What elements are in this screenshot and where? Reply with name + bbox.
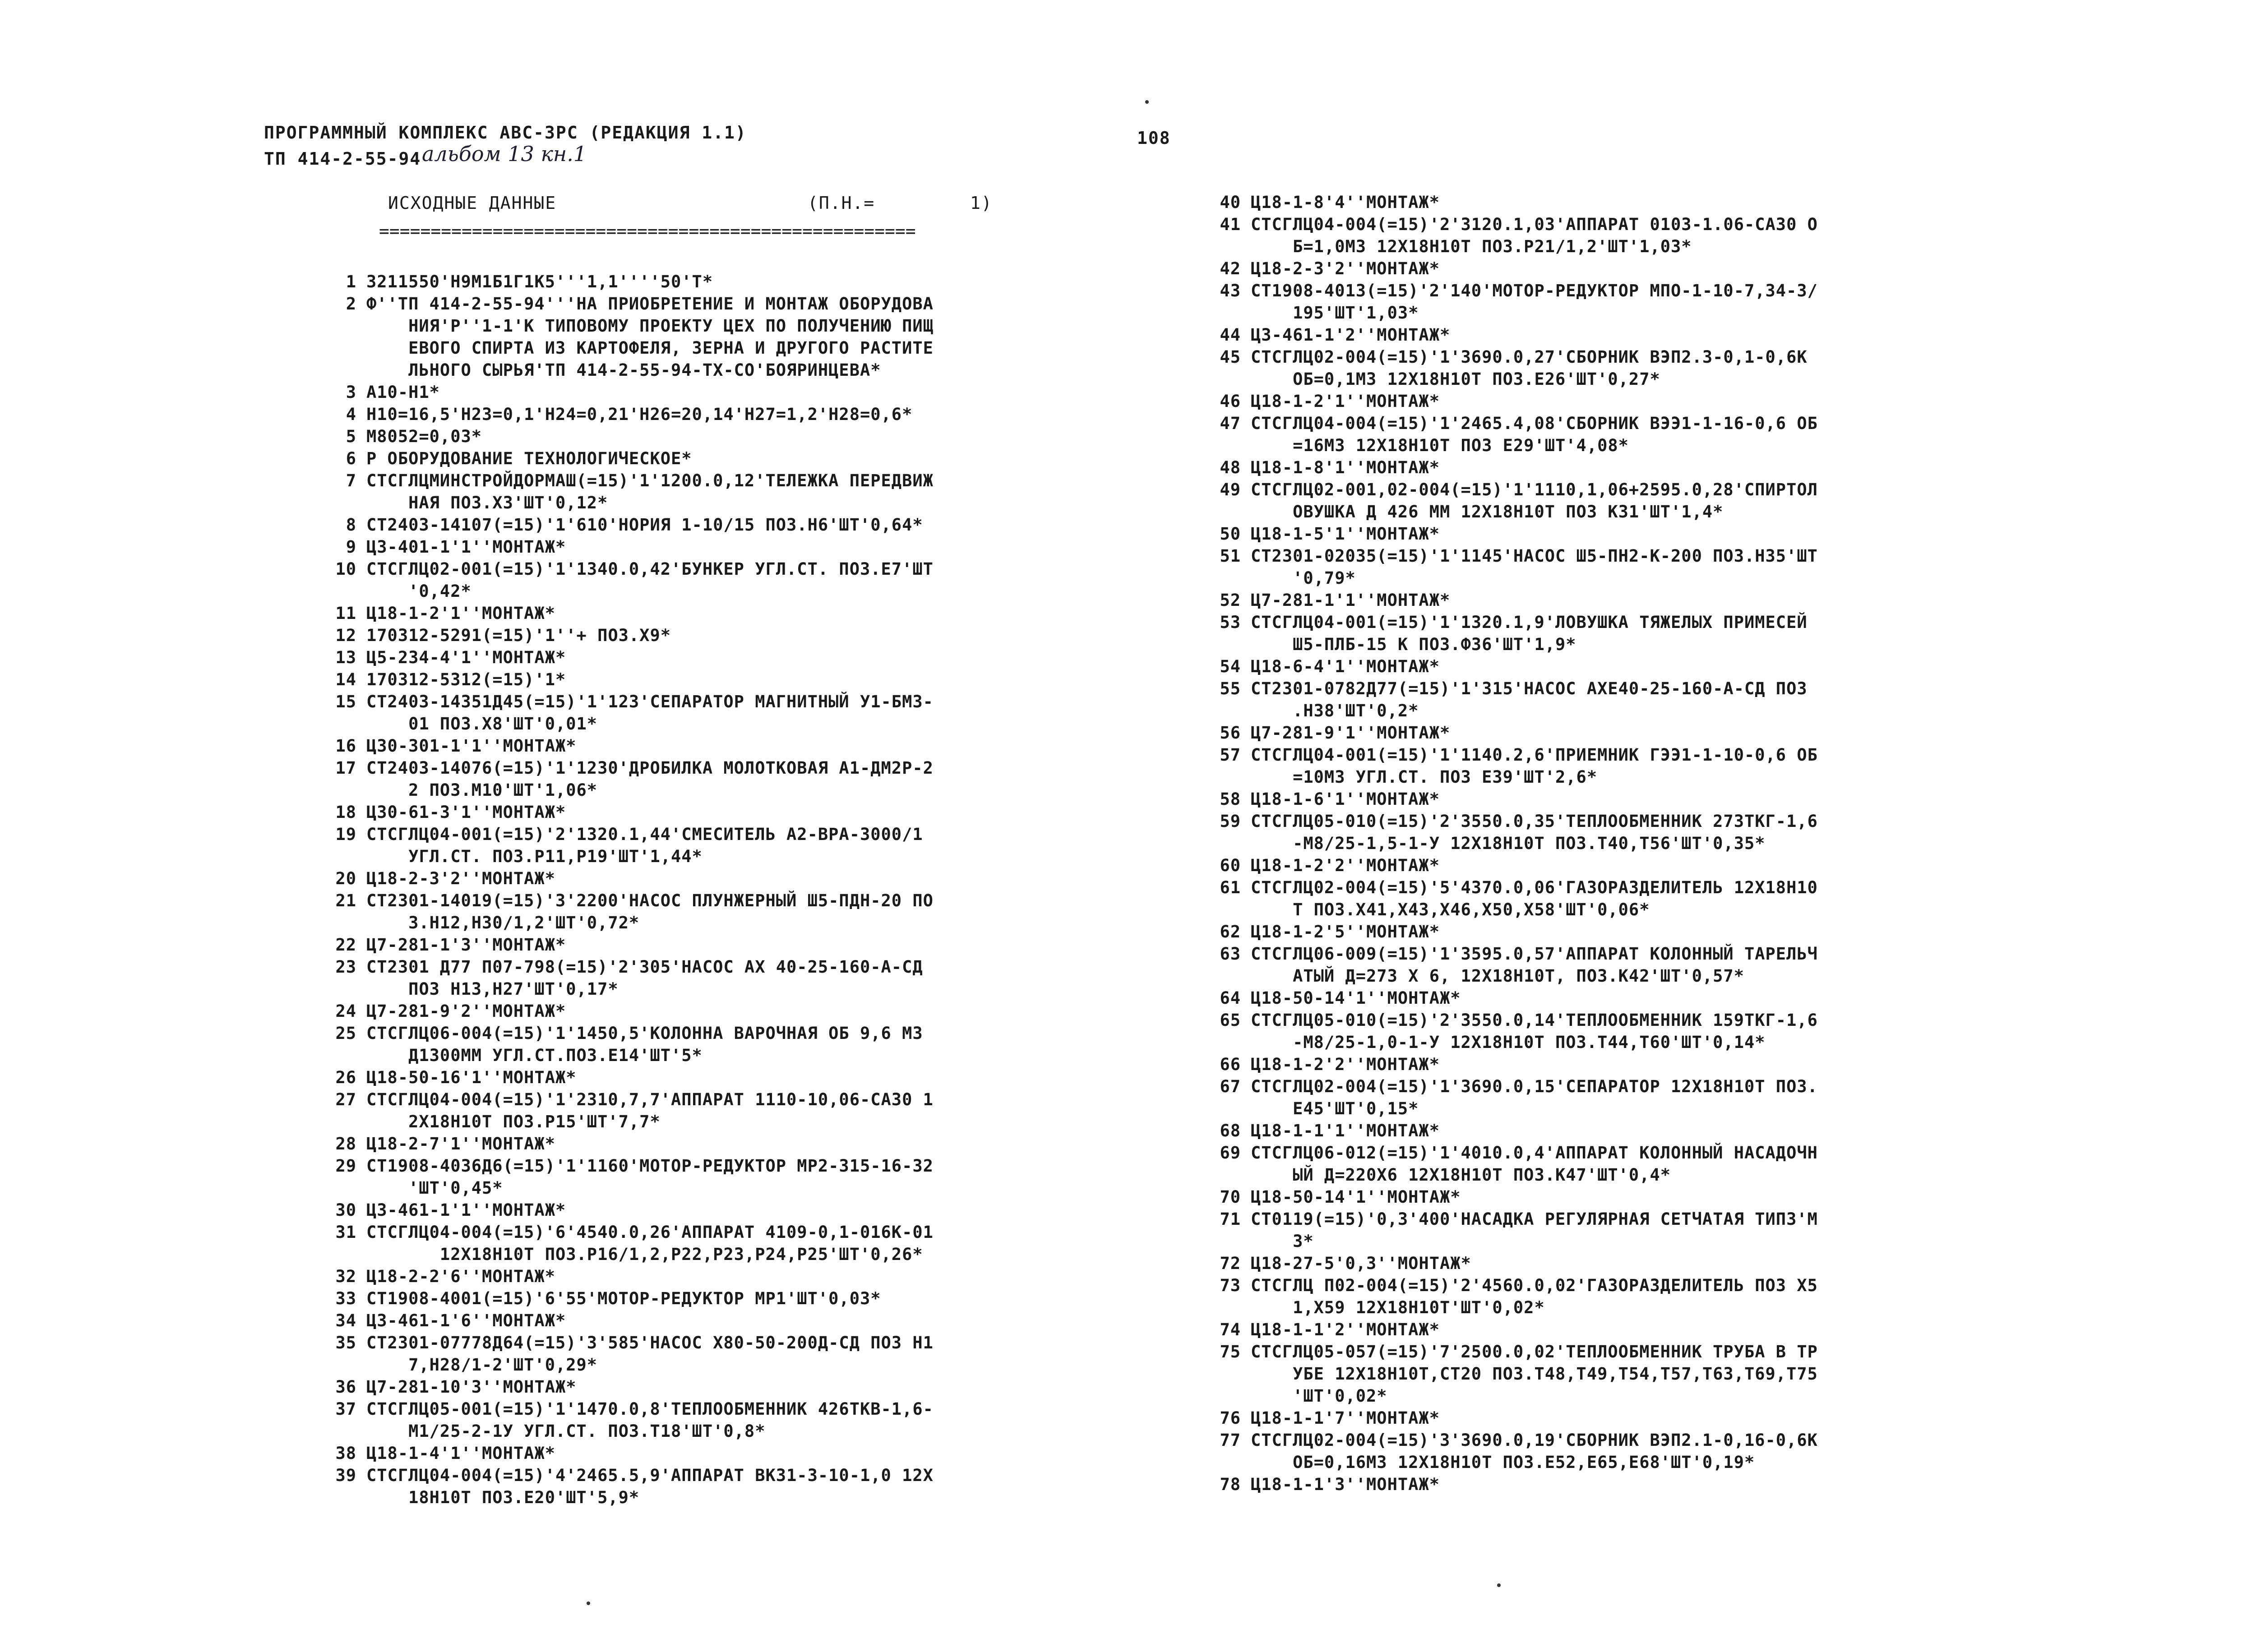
- entry-number: 70: [1220, 1187, 1241, 1207]
- entry-text: Ц18-1-2'1''МОНТАЖ*: [1251, 392, 1440, 411]
- entry-number: 25: [335, 1024, 356, 1043]
- scan-speck: [1497, 1583, 1501, 1587]
- entry-text: Ц18-1-2'5''МОНТАЖ*: [1251, 922, 1440, 941]
- entry-row: [1200, 788, 1818, 810]
- entry-row: [316, 801, 934, 823]
- entry-row: [1200, 1120, 1818, 1142]
- entry-row: [1200, 921, 1818, 943]
- entry-number: 72: [1220, 1254, 1241, 1273]
- entry-row: [1200, 854, 1818, 877]
- entry-row: [1200, 324, 1818, 346]
- entry-row: [1200, 744, 1818, 788]
- handwritten-album-note: альбом 13 кн.1: [422, 142, 587, 166]
- entry-number: 71: [1220, 1209, 1241, 1229]
- entry-text: СТ2403-14076(=15)'1'1230'ДРОБИЛКА МОЛОТКОВАЯ А1-ДМ2Р-2 2 ПОЗ.М10'ШТ'1,06*: [366, 758, 934, 800]
- entry-text: Ц5-234-4'1''МОНТАЖ*: [366, 648, 566, 667]
- entry-number: 48: [1220, 458, 1241, 477]
- entry-text: Ц3-461-1'6''МОНТАЖ*: [366, 1311, 566, 1330]
- entry-text: СТСГЛЦ02-004(=15)'1'3690.0,15'СЕПАРАТОР 12Х18Н10Т ПОЗ. Е45'ШТ'0,15*: [1251, 1077, 1818, 1118]
- entry-row: [1200, 258, 1818, 280]
- entry-text: СТСГЛЦ05-057(=15)'7'2500.0,02'ТЕПЛООБМЕННИК ТРУБА В ТР УБЕ 12Х18Н10Т,СТ20 ПОЗ.Т48,Т49,Т54,Т57,Т63,Т69,Т75 'ШТ'0,02*: [1251, 1342, 1818, 1406]
- entry-number: 28: [335, 1134, 356, 1154]
- entry-text: Ц18-1-4'1''МОНТАЖ*: [366, 1444, 555, 1463]
- entry-text: Ц18-1-2'1''МОНТАЖ*: [366, 604, 555, 623]
- entry-text: СТСГЛЦ05-010(=15)'2'3550.0,35'ТЕПЛООБМЕННИК 273ТКГ-1,6 -М8/25-1,5-1-У 12Х18Н10Т ПОЗ.Т40,Т56'ШТ'0,35*: [1251, 812, 1818, 853]
- entry-row: [316, 1310, 934, 1332]
- entry-number: 17: [335, 758, 356, 778]
- pn-label: (П.Н.=: [808, 193, 875, 213]
- entry-number: 18: [335, 803, 356, 822]
- entry-number: 77: [1220, 1431, 1241, 1450]
- entry-row: [316, 624, 934, 646]
- entry-text: Н10=16,5'Н23=0,1'Н24=0,21'Н26=20,14'Н27=1,2'Н28=0,6*: [366, 405, 913, 424]
- entry-number: 41: [1220, 215, 1241, 234]
- entry-text: СТСГЛЦ04-001(=15)'1'1320.1,9'ЛОВУШКА ТЯЖЕЛЫХ ПРИМЕСЕЙ Ш5-ПЛБ-15 К ПОЗ.Ф36'ШТ'1,9*: [1251, 613, 1808, 654]
- entry-number: 1: [346, 272, 356, 291]
- entry-text: Ц18-50-14'1''МОНТАЖ*: [1251, 1187, 1461, 1207]
- entry-text: СТ1908-4001(=15)'6'55'МОТОР-РЕДУКТОР МР1'ШТ'0,03*: [366, 1289, 881, 1308]
- entry-row: [1200, 1407, 1818, 1429]
- entry-text: Ц3-461-1'1''МОНТАЖ*: [366, 1200, 566, 1220]
- entry-row: [316, 1398, 934, 1442]
- entry-row: [1200, 1473, 1818, 1495]
- entry-number: 63: [1220, 944, 1241, 964]
- entry-text: СТСГЛЦ04-004(=15)'2'3120.1,03'АППАРАТ 0103-1.06-СА30 О Б=1,0М3 12Х18Н10Т ПОЗ.Р21/1,2'ШТ'1,03*: [1251, 215, 1818, 256]
- entry-row: [1200, 1075, 1818, 1120]
- entry-row: [1200, 1252, 1818, 1274]
- entry-text: Ц18-1-1'1''МОНТАЖ*: [1251, 1121, 1440, 1140]
- entry-number: 38: [335, 1444, 356, 1463]
- entry-row: [1200, 1009, 1818, 1053]
- entry-number: 32: [335, 1267, 356, 1286]
- entry-text: Ц18-2-3'2''МОНТАЖ*: [1251, 259, 1440, 278]
- entry-row: [316, 602, 934, 624]
- entry-number: 46: [1220, 392, 1241, 411]
- entry-number: 74: [1220, 1320, 1241, 1339]
- entry-text: Ц18-1-1'2''МОНТАЖ*: [1251, 1320, 1440, 1339]
- entry-text: СТ2301 Д77 П07-798(=15)'2'305'НАСОС АХ 40-25-160-А-СД ПОЗ Н13,Н27'ШТ'0,17*: [366, 957, 923, 999]
- scan-speck: [587, 1601, 590, 1605]
- entry-row: [316, 757, 934, 801]
- entry-text: Ц18-50-14'1''МОНТАЖ*: [1251, 988, 1461, 1008]
- entry-number: 14: [335, 670, 356, 689]
- entry-row: [1200, 987, 1818, 1009]
- entry-row: [316, 691, 934, 735]
- entry-row: [316, 934, 934, 956]
- entry-number: 10: [335, 559, 356, 579]
- entry-row: [1200, 655, 1818, 678]
- entry-number: 44: [1220, 325, 1241, 345]
- entry-number: 9: [346, 537, 356, 557]
- entry-number: 76: [1220, 1408, 1241, 1428]
- entry-text: 170312-5291(=15)'1''+ ПОЗ.Х9*: [366, 626, 671, 645]
- entry-row: [316, 1066, 934, 1089]
- entry-number: 65: [1220, 1011, 1241, 1030]
- entry-text: СТСГЛЦМИНСТРОЙДОРМАШ(=15)'1'1200.0,12'ТЕЛЕЖКА ПЕРЕДВИЖ НАЯ ПОЗ.Х3'ШТ'0,12*: [366, 471, 934, 512]
- entry-text: Ц18-1-6'1''МОНТАЖ*: [1251, 789, 1440, 809]
- entry-number: 45: [1220, 347, 1241, 367]
- entry-text: СТСГЛЦ04-004(=15)'1'2310,7,7'АППАРАТ 1110-10,06-СА30 1 2Х18Н10Т ПОЗ.Р15'ШТ'7,7*: [366, 1090, 934, 1131]
- entry-text: Ц18-6-4'1''МОНТАЖ*: [1251, 657, 1440, 676]
- entry-row: [1200, 346, 1818, 390]
- entry-number: 47: [1220, 414, 1241, 433]
- entry-row: [316, 558, 934, 602]
- entry-row: [1200, 943, 1818, 987]
- entry-row: [1200, 412, 1818, 457]
- right-entry-list: [1200, 191, 1818, 1495]
- entry-text: СТСГЛЦ02-001,02-004(=15)'1'1110,1,06+2595.0,28'СПИРТОЛ ОВУШКА Д 426 ММ 12Х18Н10Т ПОЗ К31'ШТ'1,4*: [1251, 480, 1818, 521]
- entry-text: Ц18-1-8'1''МОНТАЖ*: [1251, 458, 1440, 477]
- entry-number: 56: [1220, 723, 1241, 743]
- entry-text: Ц3-461-1'2''МОНТАЖ*: [1251, 325, 1451, 345]
- entry-number: 58: [1220, 789, 1241, 809]
- entry-text: Ц18-2-7'1''МОНТАЖ*: [366, 1134, 555, 1154]
- entry-number: 78: [1220, 1475, 1241, 1494]
- entry-text: СТ1908-4036Д6(=15)'1'1160'МОТОР-РЕДУКТОР МР2-315-16-32 'ШТ'0,45*: [366, 1156, 934, 1198]
- entry-number: 6: [346, 449, 356, 468]
- entry-row: [1200, 479, 1818, 523]
- entry-text: Ц7-281-1'1''МОНТАЖ*: [1251, 591, 1451, 610]
- entry-text: СТСГЛЦ06-012(=15)'1'4010.0,4'АППАРАТ КОЛОННЫЙ НАСАДОЧН ЫЙ Д=220Х6 12Х18Н10Т ПОЗ.К47'ШТ'0,4*: [1251, 1143, 1818, 1185]
- entry-text: СТСГЛЦ04-004(=15)'1'2465.4,08'СБОРНИК ВЭЭ1-1-16-0,6 ОБ =16М3 12Х18Н10Т ПОЗ Е29'ШТ'4,08*: [1251, 414, 1818, 455]
- header-separator: ====================================================: [379, 221, 916, 241]
- entry-text: СТ2301-14019(=15)'3'2200'НАСОС ПЛУНЖЕРНЫЙ Ш5-ПДН-20 ПО З.Н12,Н30/1,2'ШТ'0,72*: [366, 891, 934, 932]
- entry-row: [1200, 877, 1818, 921]
- entry-number: 20: [335, 869, 356, 888]
- entry-row: [316, 1464, 934, 1509]
- entry-row: [1200, 523, 1818, 545]
- entry-text: Ц18-1-8'4''МОНТАЖ*: [1251, 193, 1440, 212]
- entry-number: 39: [335, 1466, 356, 1485]
- entry-number: 8: [346, 515, 356, 535]
- entry-row: [316, 646, 934, 669]
- entry-number: 31: [335, 1223, 356, 1242]
- entry-text: Ц7-281-9'1''МОНТАЖ*: [1251, 723, 1451, 743]
- entry-text: СТСГЛЦ02-001(=15)'1'1340.0,42'БУНКЕР УГЛ.СТ. ПОЗ.Е7'ШТ '0,42*: [366, 559, 934, 601]
- entry-row: [316, 1287, 934, 1310]
- entry-text: Ц7-281-9'2''МОНТАЖ*: [366, 1001, 566, 1021]
- entry-row: [316, 956, 934, 1000]
- entry-number: 33: [335, 1289, 356, 1308]
- left-entry-list: [316, 271, 934, 1509]
- entry-text: Ф''ТП 414-2-55-94'''НА ПРИОБРЕТЕНИЕ И МОНТАЖ ОБОРУДОВА НИЯ'Р''1-1'К ТИПОВОМУ ПРОЕКТУ ЦЕХ ПО ПОЛУЧЕНИЮ ПИЩ ЕВОГО СПИРТА ИЗ КАРТОФЕЛЯ, ЗЕРНА И ДРУГОГО РАСТИТЕ ЛЬНОГО СЫРЬЯ'ТП 414-2-55-94-ТХ-СО'БОЯРИНЦЕВА*: [366, 294, 934, 380]
- entry-text: Ц18-2-2'6''МОНТАЖ*: [366, 1267, 555, 1286]
- entry-text: Ц3-401-1'1''МОНТАЖ*: [366, 537, 566, 557]
- entry-row: [1200, 1186, 1818, 1208]
- entry-row: [316, 890, 934, 934]
- entry-row: [1200, 1429, 1818, 1473]
- entry-number: 13: [335, 648, 356, 667]
- entry-number: 4: [346, 405, 356, 424]
- entry-row: [1200, 191, 1818, 213]
- entry-number: 59: [1220, 812, 1241, 831]
- entry-number: 37: [335, 1399, 356, 1419]
- entry-number: 7: [346, 471, 356, 490]
- project-number-line: ТП 414-2-55-94: [264, 149, 421, 169]
- entry-text: М8052=0,03*: [366, 427, 482, 446]
- entry-text: СТСГЛЦ02-004(=15)'3'3690.0,19'СБОРНИК ВЭП2.1-0,16-0,6К ОБ=0,16М3 12Х18Н10Т ПОЗ.Е52,Е65,Е68'ШТ'0,19*: [1251, 1431, 1818, 1472]
- entry-row: [316, 1133, 934, 1155]
- entry-text: Ц18-1-1'7''МОНТАЖ*: [1251, 1408, 1440, 1428]
- entry-number: 15: [335, 692, 356, 711]
- entry-number: 52: [1220, 591, 1241, 610]
- page-number: 108: [1137, 128, 1171, 148]
- entry-row: [316, 271, 934, 293]
- entry-row: [1200, 457, 1818, 479]
- entry-number: 36: [335, 1377, 356, 1397]
- entry-row: [316, 1332, 934, 1376]
- entry-number: 34: [335, 1311, 356, 1330]
- entry-number: 23: [335, 957, 356, 977]
- entry-number: 42: [1220, 259, 1241, 278]
- entry-number: 43: [1220, 281, 1241, 300]
- entry-number: 29: [335, 1156, 356, 1176]
- entry-text: СТСГЛЦ04-001(=15)'1'1140.2,6'ПРИЕМНИК ГЭЭ1-1-10-0,6 ОБ =10М3 УГЛ.СТ. ПОЗ Е39'ШТ'2,6*: [1251, 745, 1818, 787]
- entry-text: СТСГЛЦ04-001(=15)'2'1320.1,44'СМЕСИТЕЛЬ А2-ВРА-3000/1 УГЛ.СТ. ПОЗ.Р11,Р19'ШТ'1,44*: [366, 825, 923, 866]
- entry-number: 75: [1220, 1342, 1241, 1361]
- entry-row: [1200, 1274, 1818, 1319]
- entry-text: СТ0119(=15)'0,3'400'НАСАДКА РЕГУЛЯРНАЯ СЕТЧАТАЯ ТИП3'М 3*: [1251, 1209, 1818, 1251]
- entry-text: СТСГЛЦ05-001(=15)'1'1470.0,8'ТЕПЛООБМЕННИК 426ТКВ-1,6- М1/25-2-1У УГЛ.СТ. ПОЗ.Т18'ШТ'0,8*: [366, 1399, 934, 1441]
- entry-text: СТ2403-14351Д45(=15)'1'123'СЕПАРАТОР МАГНИТНЫЙ У1-БМЗ- 01 ПОЗ.Х8'ШТ'0,01*: [366, 692, 934, 734]
- entry-number: 50: [1220, 524, 1241, 544]
- entry-number: 73: [1220, 1276, 1241, 1295]
- entry-number: 21: [335, 891, 356, 910]
- entry-number: 68: [1220, 1121, 1241, 1140]
- entry-row: [316, 1199, 934, 1221]
- entry-text: СТ1908-4013(=15)'2'140'МОТОР-РЕДУКТОР МПО-1-10-7,34-3/ 195'ШТ'1,03*: [1251, 281, 1818, 323]
- entry-row: [316, 536, 934, 558]
- entry-text: 170312-5312(=15)'1*: [366, 670, 566, 689]
- entry-number: 19: [335, 825, 356, 844]
- entry-number: 69: [1220, 1143, 1241, 1163]
- entry-row: [316, 403, 934, 425]
- entry-number: 66: [1220, 1055, 1241, 1074]
- entry-number: 51: [1220, 546, 1241, 566]
- entry-row: [316, 425, 934, 448]
- entry-number: 62: [1220, 922, 1241, 941]
- entry-row: [1200, 678, 1818, 722]
- entry-row: [316, 1000, 934, 1022]
- entry-number: 12: [335, 626, 356, 645]
- entry-row: [316, 1265, 934, 1287]
- entry-text: Р ОБОРУДОВАНИЕ ТЕХНОЛОГИЧЕСКОЕ*: [366, 449, 692, 468]
- entry-row: [1200, 280, 1818, 324]
- entry-text: Ц18-1-2'2''МОНТАЖ*: [1251, 1055, 1440, 1074]
- source-data-title: ИСХОДНЫЕ ДАННЫЕ: [388, 193, 557, 213]
- entry-text: Ц18-2-3'2''МОНТАЖ*: [366, 869, 555, 888]
- entry-number: 64: [1220, 988, 1241, 1008]
- entry-row: [1200, 1319, 1818, 1341]
- entry-number: 16: [335, 736, 356, 756]
- entry-row: [316, 448, 934, 470]
- entry-row: [316, 823, 934, 868]
- entry-number: 53: [1220, 613, 1241, 632]
- entry-text: А10-Н1*: [366, 383, 440, 402]
- entry-text: СТСГЛЦ05-010(=15)'2'3550.0,14'ТЕПЛООБМЕННИК 159ТКГ-1,6 -М8/25-1,0-1-У 12Х18Н10Т ПОЗ.Т44,Т60'ШТ'0,14*: [1251, 1011, 1818, 1052]
- entry-text: СТСГЛЦ04-004(=15)'4'2465.5,9'АППАРАТ ВКЗ1-3-10-1,0 12Х 18Н10Т ПОЗ.Е20'ШТ'5,9*: [366, 1466, 934, 1507]
- entry-number: 3: [346, 383, 356, 402]
- entry-row: [316, 669, 934, 691]
- entry-number: 55: [1220, 679, 1241, 698]
- entry-text: Ц18-1-1'3''МОНТАЖ*: [1251, 1475, 1440, 1494]
- entry-number: 27: [335, 1090, 356, 1109]
- entry-row: [316, 293, 934, 381]
- entry-row: [1200, 1142, 1818, 1186]
- entry-text: СТ2301-02035(=15)'1'1145'НАСОС Ш5-ПН2-К-200 ПОЗ.Н35'ШТ '0,79*: [1251, 546, 1818, 588]
- entry-row: [1200, 545, 1818, 589]
- entry-row: [1200, 589, 1818, 611]
- entry-text: СТСГЛЦ06-009(=15)'1'3595.0,57'АППАРАТ КОЛОННЫЙ ТАРЕЛЬЧ АТЫЙ Д=273 Х 6, 12Х18Н10Т, ПОЗ.К42'ШТ'0,57*: [1251, 944, 1818, 986]
- entry-number: 26: [335, 1068, 356, 1087]
- entry-number: 40: [1220, 193, 1241, 212]
- entry-row: [316, 868, 934, 890]
- entry-row: [316, 1022, 934, 1066]
- entry-number: 24: [335, 1001, 356, 1021]
- entry-number: 35: [335, 1333, 356, 1352]
- entry-row: [316, 1221, 934, 1265]
- entry-text: Ц18-27-5'0,3''МОНТАЖ*: [1251, 1254, 1471, 1273]
- entry-row: [316, 1442, 934, 1464]
- entry-text: СТСГЛЦ04-004(=15)'6'4540.0,26'АППАРАТ 4109-0,1-016К-01 12Х18Н10Т ПОЗ.Р16/1,2,Р22,Р23,Р24,Р25'ШТ'0,26*: [366, 1223, 934, 1264]
- entry-row: [1200, 1341, 1818, 1407]
- entry-row: [1200, 1053, 1818, 1075]
- entry-text: Ц30-61-3'1''МОНТАЖ*: [366, 803, 566, 822]
- entry-text: Ц18-50-16'1''МОНТАЖ*: [366, 1068, 577, 1087]
- program-header-line: ПРОГРАММНЫЙ КОМПЛЕКС АВС-3РС (РЕДАКЦИЯ 1.1): [264, 123, 747, 143]
- entry-row: [316, 1089, 934, 1133]
- entry-text: Ц18-1-5'1''МОНТАЖ*: [1251, 524, 1440, 544]
- scan-speck: [1145, 100, 1149, 104]
- entry-row: [1200, 390, 1818, 412]
- entry-text: СТСГЛЦ02-004(=15)'1'3690.0,27'СБОРНИК ВЭП2.3-0,1-0,6К ОБ=0,1М3 12Х18Н10Т ПОЗ.Е26'ШТ'0,27*: [1251, 347, 1808, 389]
- entry-text: СТ2301-07778Д64(=15)'3'585'НАСОС Х80-50-200Д-СД ПОЗ Н1 7,Н28/1-2'ШТ'0,29*: [366, 1333, 934, 1375]
- entry-text: СТСГЛЦ П02-004(=15)'2'4560.0,02'ГАЗОРАЗДЕЛИТЕЛЬ ПОЗ Х5 1,Х59 12Х18Н10Т'ШТ'0,02*: [1251, 1276, 1818, 1317]
- entry-number: 60: [1220, 856, 1241, 875]
- entry-row: [316, 1376, 934, 1398]
- entry-row: [1200, 1208, 1818, 1252]
- entry-row: [316, 514, 934, 536]
- entry-number: 22: [335, 935, 356, 955]
- entry-row: [316, 470, 934, 514]
- entry-text: Ц30-301-1'1''МОНТАЖ*: [366, 736, 577, 756]
- entry-row: [1200, 810, 1818, 854]
- entry-text: 3211550'Н9М1Б1Г1К5'''1,1''''50'Т*: [366, 272, 713, 291]
- entry-row: [1200, 213, 1818, 258]
- entry-text: СТСГЛЦ06-004(=15)'1'1450,5'КОЛОННА ВАРОЧНАЯ ОБ 9,6 М3 Д1300ММ УГЛ.СТ.ПОЗ.Е14'ШТ'5*: [366, 1024, 923, 1065]
- entry-number: 49: [1220, 480, 1241, 499]
- entry-number: 57: [1220, 745, 1241, 765]
- entry-row: [316, 1155, 934, 1199]
- entry-row: [1200, 611, 1818, 655]
- entry-number: 61: [1220, 878, 1241, 897]
- entry-row: [1200, 722, 1818, 744]
- entry-number: 5: [346, 427, 356, 446]
- entry-text: СТ2403-14107(=15)'1'610'НОРИЯ 1-10/15 ПОЗ.Н6'ШТ'0,64*: [366, 515, 923, 535]
- entry-text: СТСГЛЦ02-004(=15)'5'4370.0,06'ГАЗОРАЗДЕЛИТЕЛЬ 12Х18Н10 Т ПОЗ.Х41,Х43,Х46,Х50,Х58'ШТ'0,06*: [1251, 878, 1818, 919]
- entry-row: [316, 735, 934, 757]
- entry-number: 11: [335, 604, 356, 623]
- entry-number: 54: [1220, 657, 1241, 676]
- entry-number: 30: [335, 1200, 356, 1220]
- entry-row: [316, 381, 934, 403]
- entry-number: 2: [346, 294, 356, 314]
- pn-value: 1): [970, 193, 993, 213]
- entry-text: СТ2301-0782Д77(=15)'1'315'НАСОС АХЕ40-25-160-А-СД ПОЗ .Н38'ШТ'0,2*: [1251, 679, 1808, 720]
- entry-text: Ц7-281-1'3''МОНТАЖ*: [366, 935, 566, 955]
- entry-text: Ц18-1-2'2''МОНТАЖ*: [1251, 856, 1440, 875]
- entry-number: 67: [1220, 1077, 1241, 1096]
- entry-text: Ц7-281-10'3''МОНТАЖ*: [366, 1377, 577, 1397]
